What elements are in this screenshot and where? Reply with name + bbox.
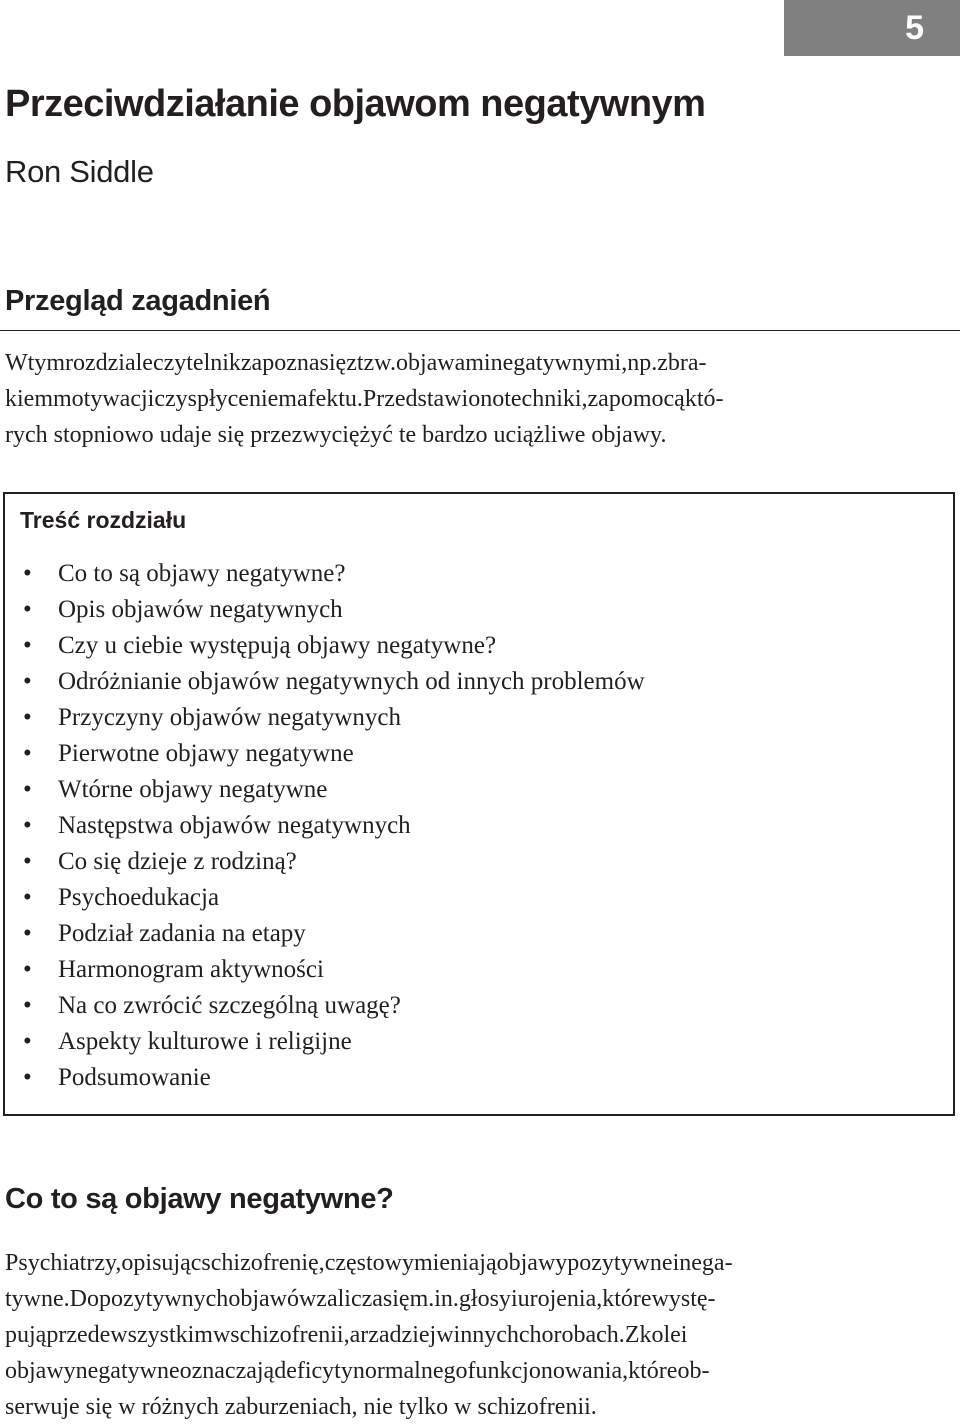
word: chorobach. [518, 1322, 625, 1348]
list-item [20, 592, 645, 628]
word: tywne. [5, 1286, 70, 1312]
list-item-text: Odróżnianie objawów negatywnych od innych problemów [58, 668, 645, 695]
word: głosy [458, 1286, 511, 1312]
word: zalicza [316, 1286, 383, 1312]
word: Przedstawiono [362, 386, 505, 412]
word: które [628, 1358, 678, 1384]
word: pozytywnych [99, 1286, 229, 1312]
word: tzw. [356, 350, 396, 376]
word: i [672, 1250, 680, 1276]
contents-list [20, 556, 645, 1096]
list-item-text: Pierwotne objawy negatywne [58, 740, 354, 767]
list-item-text: Podsumowanie [58, 1064, 211, 1091]
list-item-text: Podział zadania na etapy [58, 920, 306, 947]
bullet-icon: • [23, 920, 32, 947]
section-paragraph [5, 1245, 955, 1425]
word: bra- [667, 350, 707, 376]
word: tym [27, 350, 65, 376]
word: objawy [496, 1250, 568, 1276]
bullet-icon: • [23, 776, 32, 803]
overview-paragraph [5, 345, 955, 453]
word: opisując [121, 1250, 202, 1276]
word: oznaczają [179, 1358, 275, 1384]
list-item [20, 664, 645, 700]
word: wymieniają [384, 1250, 497, 1276]
list-item-text: Następstwa objawów negatywnych [58, 812, 411, 839]
section-line [5, 1353, 955, 1389]
bullet-icon: • [23, 1064, 32, 1091]
word: Do [69, 1286, 99, 1312]
word: rzadziej [360, 1322, 437, 1348]
word: funkcjonowania, [467, 1358, 629, 1384]
list-item [20, 700, 645, 736]
word: z [346, 350, 357, 376]
section-line [5, 1281, 955, 1317]
word: się [382, 1286, 410, 1312]
word: a [349, 1322, 361, 1348]
word: m.in. [409, 1286, 459, 1312]
bullet-icon: • [23, 956, 32, 983]
list-item [20, 772, 645, 808]
word: W [5, 350, 28, 376]
word: schizofrenii, [230, 1322, 350, 1348]
list-item [20, 844, 645, 880]
word: innych [453, 1322, 519, 1348]
list-item-text: Przyczyny objawów negatywnych [58, 704, 401, 731]
list-item [20, 952, 645, 988]
word: wystę- [651, 1286, 716, 1312]
word: objawy [5, 1358, 76, 1384]
chapter-author: Ron Siddle [5, 154, 154, 189]
list-item-text: Opis objawów negatywnych [58, 596, 343, 623]
list-item-text: Psychoedukacja [58, 884, 220, 911]
word: wszystkim [110, 1322, 213, 1348]
bullet-icon: • [23, 668, 32, 695]
list-item [20, 1024, 645, 1060]
word: normalnego [352, 1358, 468, 1384]
bullet-icon: • [23, 704, 32, 731]
overview-line: rych stopniowo udaje się przezwyciężyć te bardzo uciążliwe objawy. [5, 422, 667, 448]
contents-heading: Treść rozdziału [20, 507, 187, 533]
word: Psychiatrzy, [5, 1250, 122, 1276]
word: które [602, 1286, 652, 1312]
list-item [20, 880, 645, 916]
list-item [20, 628, 645, 664]
section-line [5, 1317, 955, 1353]
word: kiem [5, 386, 53, 412]
list-item-text: Aspekty kulturowe i religijne [58, 1028, 352, 1055]
word: z [657, 350, 668, 376]
bullet-icon: • [23, 1028, 32, 1055]
list-item [20, 556, 645, 592]
word: objawów [228, 1286, 317, 1312]
overview-divider [0, 330, 960, 331]
word: ob- [677, 1358, 710, 1384]
section-heading: Co to są objawy negatywne? [5, 1183, 394, 1215]
word: przede [46, 1322, 111, 1348]
list-item-text: Wtórne objawy negatywne [58, 776, 328, 803]
section-line: serwuje się w różnych zaburzeniach, nie tylko w schizofrenii. [5, 1394, 597, 1420]
word: rozdziale [65, 350, 153, 376]
word: czy [154, 386, 188, 412]
word: pozytywne [567, 1250, 673, 1276]
list-item-text: Co to są objawy negatywne? [58, 560, 346, 587]
word: negatywne [75, 1358, 180, 1384]
word: techniki, [504, 386, 588, 412]
overview-line [5, 345, 955, 381]
word: objawami [395, 350, 491, 376]
bullet-icon: • [23, 560, 32, 587]
word: w [436, 1322, 454, 1348]
list-item-text: Harmonogram aktywności [58, 956, 324, 983]
word: negatywnymi, [490, 350, 628, 376]
word: czytelnik [152, 350, 241, 376]
bullet-icon: • [23, 884, 32, 911]
word: któ- [684, 386, 724, 412]
bullet-icon: • [23, 740, 32, 767]
list-item [20, 808, 645, 844]
list-item [20, 1060, 645, 1096]
word: często [324, 1250, 385, 1276]
list-item-text: Na co zwrócić szczególną uwagę? [58, 992, 401, 1019]
word: motywacji [53, 386, 155, 412]
word: Z [624, 1322, 640, 1348]
word: spłyceniem [187, 386, 297, 412]
bullet-icon: • [23, 992, 32, 1019]
word: pomocą [608, 386, 685, 412]
list-item-text: Czy u ciebie występują objawy negatywne? [58, 632, 497, 659]
list-item [20, 916, 645, 952]
chapter-title: Przeciwdziałanie objawom negatywnym [5, 83, 706, 125]
list-item-text: Co się dzieje z rodziną? [58, 848, 297, 875]
chapter-number-tab [784, 0, 960, 56]
bullet-icon: • [23, 632, 32, 659]
list-item [20, 988, 645, 1024]
overview-heading: Przegląd zagadnień [5, 285, 271, 317]
list-item [20, 736, 645, 772]
word: np. [627, 350, 658, 376]
word: kolei [639, 1322, 688, 1348]
word: pują [5, 1322, 47, 1348]
bullet-icon: • [23, 812, 32, 839]
word: schizofrenię, [201, 1250, 325, 1276]
bullet-icon: • [23, 848, 32, 875]
overview-line [5, 381, 955, 417]
word: i [510, 1286, 518, 1312]
bullet-icon: • [23, 596, 32, 623]
word: deficyty [274, 1358, 353, 1384]
word: afektu. [296, 386, 363, 412]
word: nega- [679, 1250, 733, 1276]
section-line [5, 1245, 955, 1281]
word: za [587, 386, 609, 412]
word: w [212, 1322, 231, 1348]
word: zapozna [240, 350, 320, 376]
word: się [319, 350, 347, 376]
chapter-number: 5 [905, 8, 924, 47]
word: urojenia, [517, 1286, 603, 1312]
